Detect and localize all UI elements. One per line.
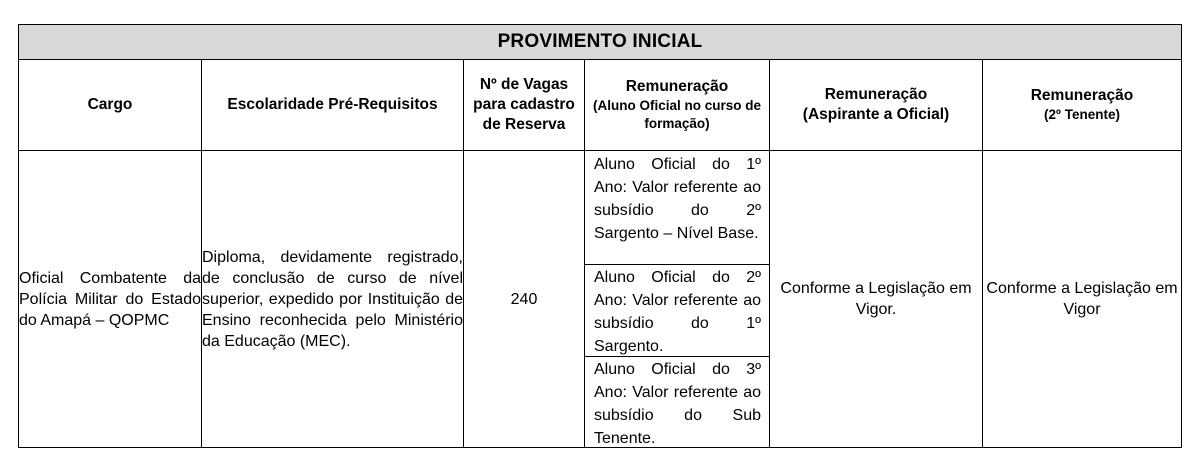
header-escolaridade: Escolaridade Pré-Requisitos (202, 60, 464, 151)
cell-cargo: Oficial Combatente da Polícia Militar do Estado do Amapá – QOPMC (19, 151, 202, 448)
header-rem-aspirante-label: Remuneração (824, 86, 928, 103)
rem-aluno-ano-3: Aluno Oficial do 3º Ano: Valor referente ao subsídio do Sub Tenente. (594, 361, 761, 447)
header-rem-aluno-sub: (Aluno Oficial no curso de formação) (592, 98, 761, 131)
header-rem-tenente (983, 60, 1182, 151)
header-rem-aspirante-sub: (Aspirante a Oficial) (802, 106, 950, 123)
header-rem-aspirante (770, 60, 983, 151)
rem-aluno-ano-1: Aluno Oficial do 1º Ano: Valor referente ao subsídio do 2º Sargento – Nível Base. (585, 152, 769, 265)
table-title: PROVIMENTO INICIAL (19, 25, 1182, 60)
header-cargo: Cargo (19, 60, 202, 151)
cell-vagas: 240 (464, 151, 585, 448)
header-rem-aluno-label: Remuneração (625, 78, 729, 95)
header-rem-aluno (585, 60, 770, 151)
rem-aluno-ano-2: Aluno Oficial do 2º Ano: Valor referente ao subsídio do 1º Sargento. (585, 265, 769, 357)
cell-rem-aluno (585, 151, 770, 448)
header-vagas: Nº de Vagas para cadastro de Reserva (464, 60, 585, 151)
header-rem-tenente-sub: (2º Tenente) (1044, 107, 1120, 122)
cell-escolaridade: Diploma, devidamente registrado, de conclusão de curso de nível superior, expedido por Instituição de Ensino reconhecida pelo Ministério da Educação (MEC). (202, 151, 464, 448)
header-row (19, 60, 1182, 151)
cell-rem-aspirante: Conforme a Legislação em Vigor. (770, 151, 983, 448)
header-rem-tenente-label: Remuneração (1030, 87, 1134, 104)
cell-rem-tenente: Conforme a Legislação em Vigor (983, 151, 1182, 448)
table-row (19, 151, 1182, 448)
provimento-inicial-table (18, 24, 1182, 448)
